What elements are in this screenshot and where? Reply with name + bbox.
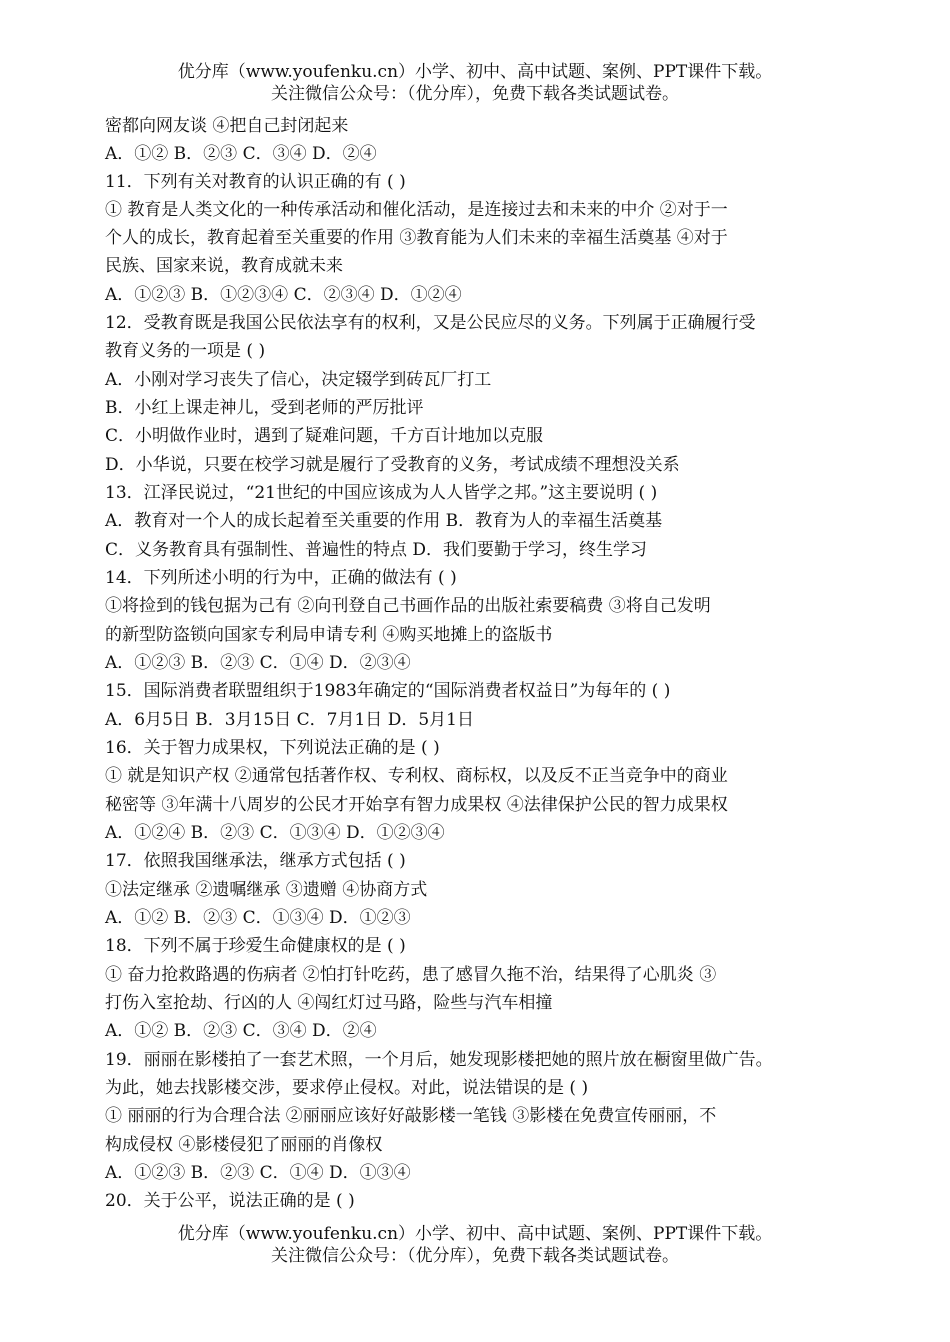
question-18: 18．下列不属于珍爱生命健康权的是 ( ) <box>105 936 406 956</box>
question-19: 19．丽丽在影楼拍了一套艺术照，一个月后，她发现影楼把她的照片放在橱窗里做广告。 <box>105 1050 773 1070</box>
question-15: 15．国际消费者联盟组织于1983年确定的“国际消费者权益日”为每年的 ( ) <box>105 681 671 701</box>
text-line: ① 教育是人类文化的一种传承活动和催化活动，是连接过去和未来的中介 ②对于一 <box>105 200 728 220</box>
answer-options: A．①②③ B．②③ C．①④ D．①③④ <box>105 1163 411 1183</box>
question-11: 11．下列有关对教育的认识正确的有 ( ) <box>105 172 406 192</box>
question-14: 14．下列所述小明的行为中，正确的做法有 ( ) <box>105 568 457 588</box>
question-17: 17．依照我国继承法，继承方式包括 ( ) <box>105 851 406 871</box>
text-line: 教育义务的一项是 ( ) <box>105 341 266 361</box>
question-20: 20．关于公平，说法正确的是 ( ) <box>105 1191 355 1211</box>
answer-option: A．小刚对学习丧失了信心，决定辍学到砖瓦厂打工 <box>105 370 492 390</box>
question-16: 16．关于智力成果权，下列说法正确的是 ( ) <box>105 738 440 758</box>
text-line: ① 就是知识产权 ②通常包括著作权、专利权、商标权，以及反不正当竞争中的商业 <box>105 766 728 786</box>
page-footer-line2: 关注微信公众号：（优分库），免费下载各类试题试卷。 <box>271 1246 679 1266</box>
answer-option: D．小华说，只要在校学习就是履行了受教育的义务，考试成绩不理想没关系 <box>105 455 680 475</box>
answer-options: A．①②③ B．②③ C．①④ D．②③④ <box>105 653 411 673</box>
text-line: 民族、国家来说，教育成就未来 <box>105 256 343 276</box>
text-line: 秘密等 ③年满十八周岁的公民才开始享有智力成果权 ④法律保护公民的智力成果权 <box>105 795 728 815</box>
question-12: 12．受教育既是我国公民依法享有的权利，又是公民应尽的义务。下列属于正确履行受 <box>105 313 756 333</box>
answer-options: A．①②③ B．①②③④ C．②③④ D．①②④ <box>105 285 462 305</box>
answer-options: A．①② B．②③ C．①③④ D．①②③ <box>105 908 411 928</box>
text-line: ①将捡到的钱包据为己有 ②向刊登自己书画作品的出版社索要稿费 ③将自己发明 <box>105 596 711 616</box>
text-line: 密都向网友谈 ④把自己封闭起来 <box>105 116 349 136</box>
text-line: ① 丽丽的行为合理合法 ②丽丽应该好好敲影楼一笔钱 ③影楼在免费宣传丽丽，不 <box>105 1106 717 1126</box>
text-line: 构成侵权 ④影楼侵犯了丽丽的肖像权 <box>105 1135 383 1155</box>
page-header-line2: 关注微信公众号：（优分库），免费下载各类试题试卷。 <box>271 84 679 104</box>
text-line: 打伤入室抢劫、行凶的人 ④闯红灯过马路，险些与汽车相撞 <box>105 993 553 1013</box>
answer-options: A．①② B．②③ C．③④ D．②④ <box>105 144 377 164</box>
answer-options: C．义务教育具有强制性、普遍性的特点 D．我们要勤于学习，终生学习 <box>105 540 648 560</box>
text-line: 为此，她去找影楼交涉，要求停止侵权。对此，说法错误的是 ( ) <box>105 1078 589 1098</box>
text-line: 的新型防盗锁向国家专利局申请专利 ④购买地摊上的盗版书 <box>105 625 553 645</box>
answer-options: A．6月5日 B．3月15日 C．7月1日 D．5月1日 <box>105 710 474 730</box>
text-line: ① 奋力抢救路遇的伤病者 ②怕打针吃药，患了感冒久拖不治，结果得了心肌炎 ③ <box>105 965 717 985</box>
answer-options: A．①②④ B．②③ C．①③④ D．①②③④ <box>105 823 445 843</box>
text-line: 个人的成长，教育起着至关重要的作用 ③教育能为人们未来的幸福生活奠基 ④对于 <box>105 228 728 248</box>
answer-options: A．教育对一个人的成长起着至关重要的作用 B．教育为人的幸福生活奠基 <box>105 511 663 531</box>
page-header-line1: 优分库（www.youfenku.cn）小学、初中、高中试题、案例、PPT课件下载。 <box>177 62 773 82</box>
answer-option: C．小明做作业时，遇到了疑难问题，千方百计地加以克服 <box>105 426 544 446</box>
text-line: ①法定继承 ②遗嘱继承 ③遗赠 ④协商方式 <box>105 880 428 900</box>
page-footer-line1: 优分库（www.youfenku.cn）小学、初中、高中试题、案例、PPT课件下载。 <box>177 1224 773 1244</box>
question-13: 13．江泽民说过，“21世纪的中国应该成为人人皆学之邦。”这主要说明 ( ) <box>105 483 658 503</box>
answer-option: B．小红上课走神儿，受到老师的严厉批评 <box>105 398 424 418</box>
answer-options: A．①② B．②③ C．③④ D．②④ <box>105 1021 377 1041</box>
